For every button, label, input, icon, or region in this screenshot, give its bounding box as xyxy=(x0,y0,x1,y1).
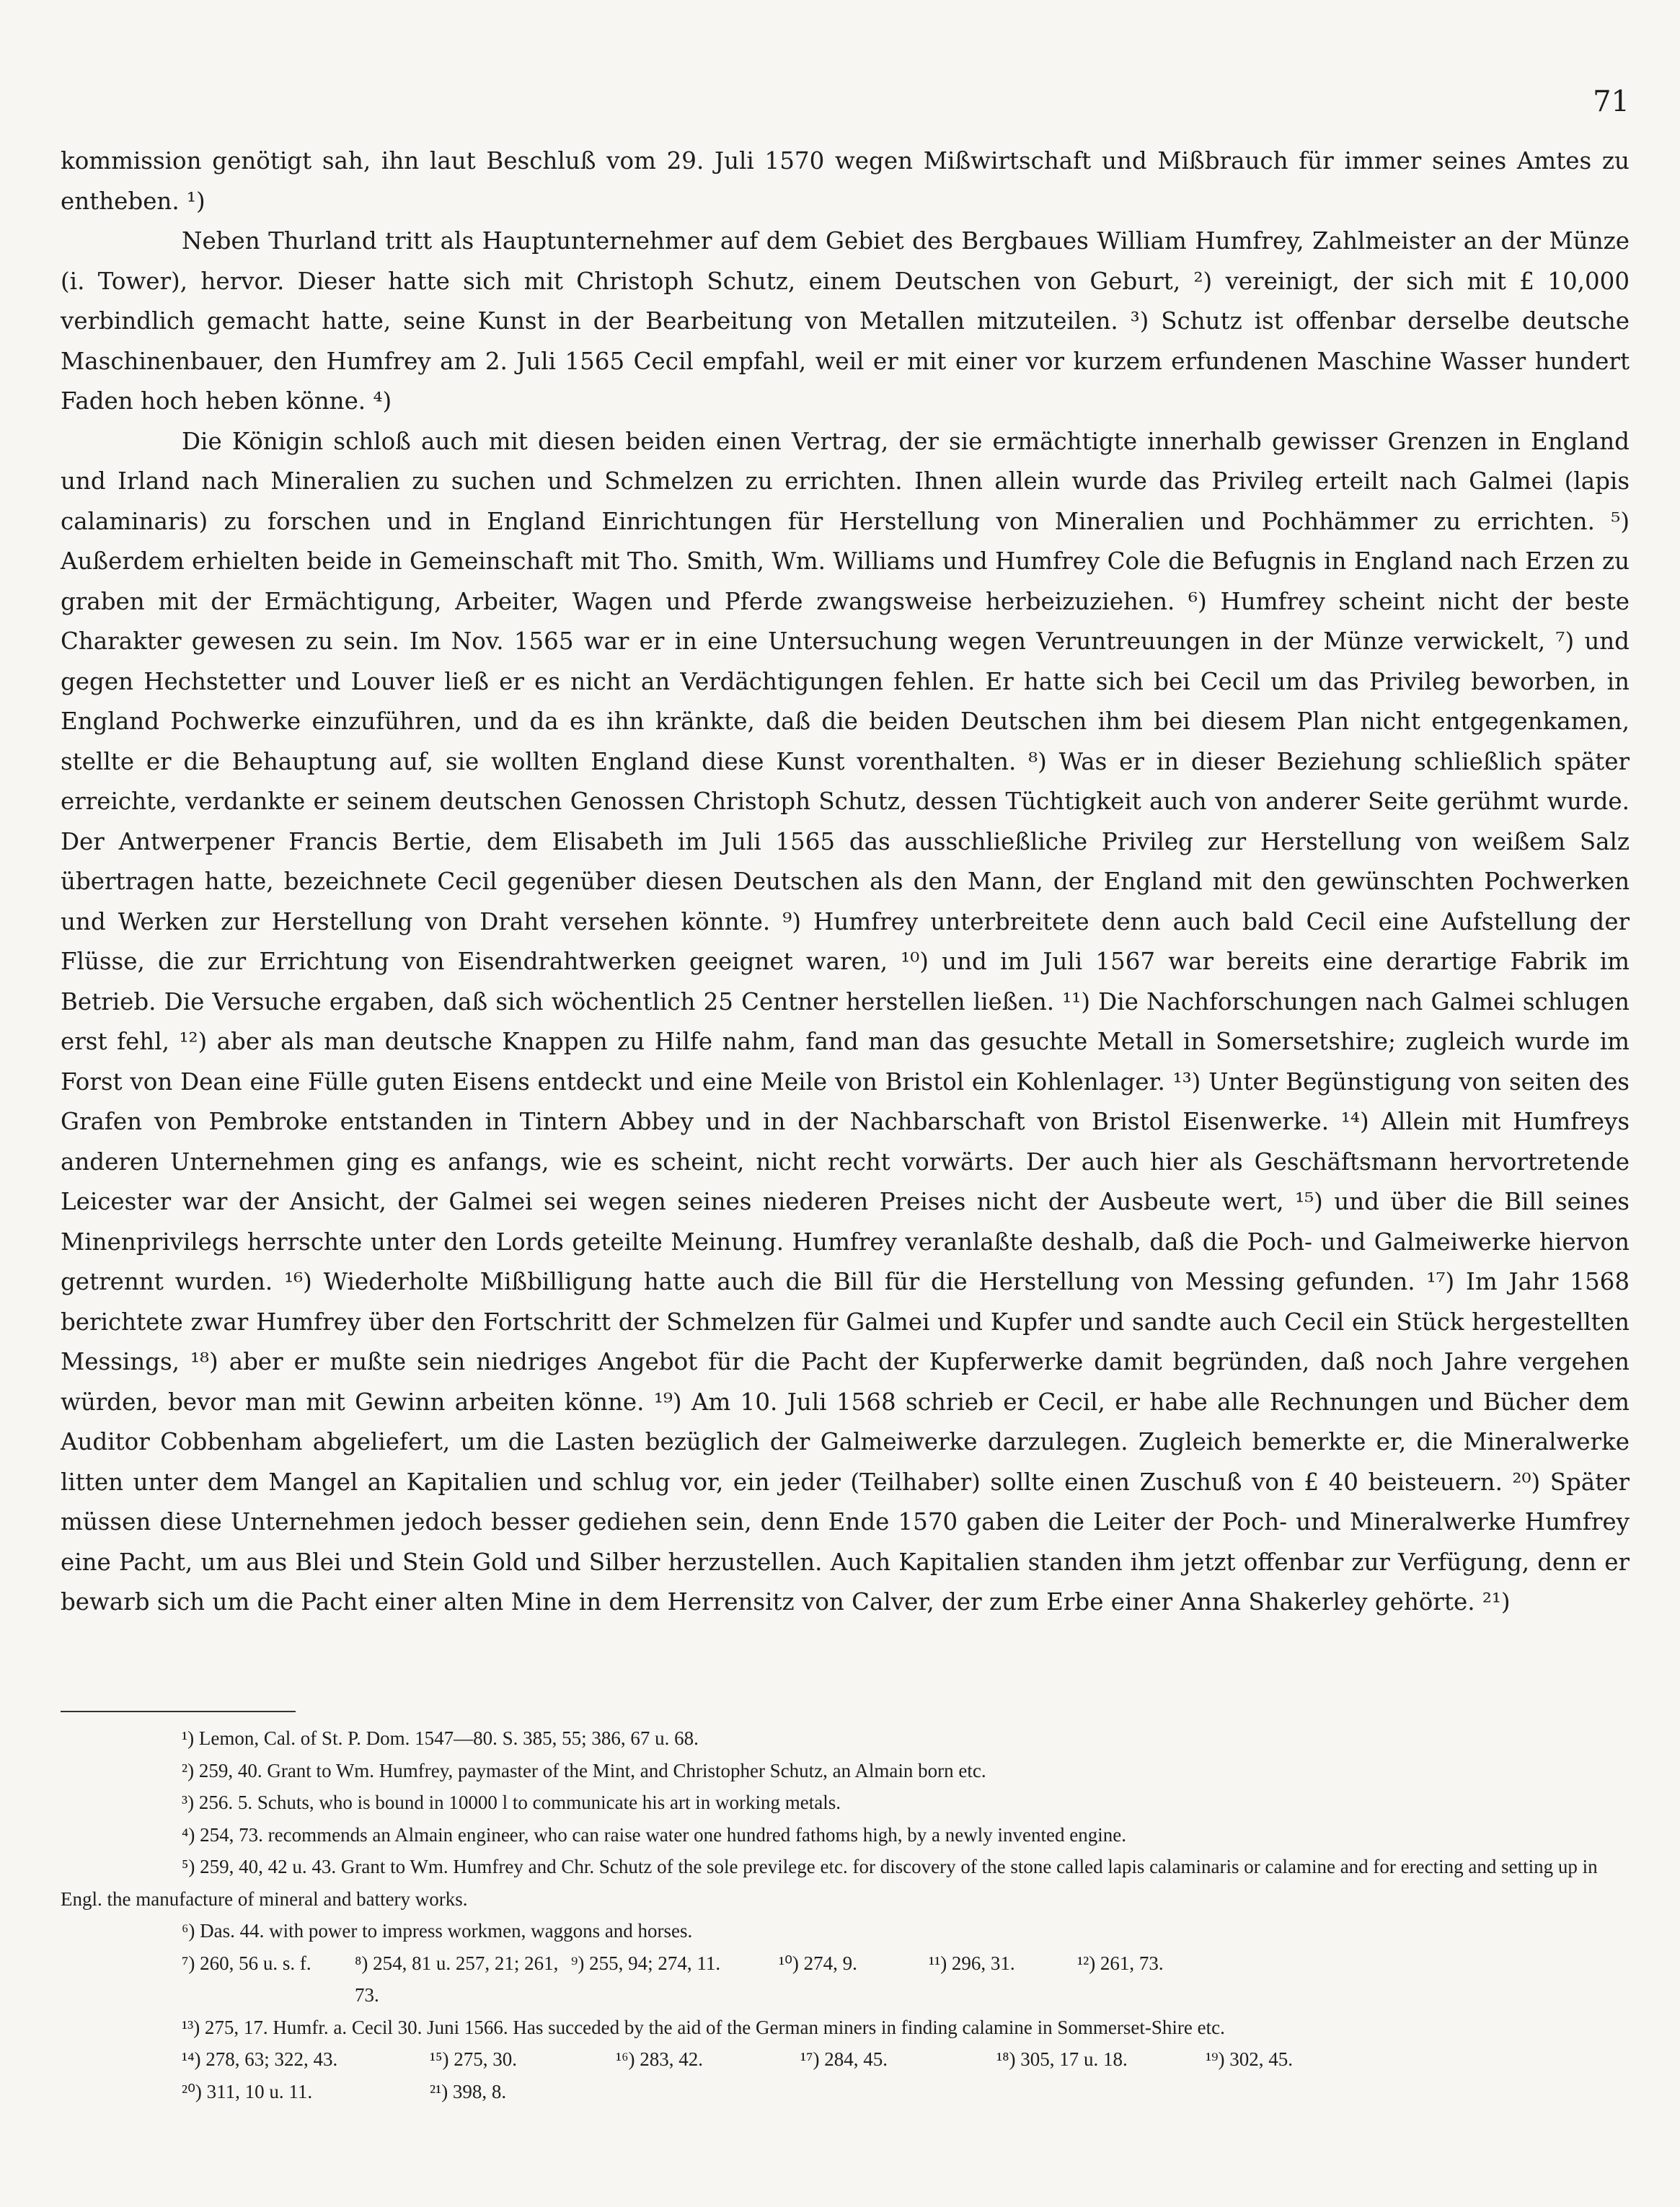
footnote-row-20-21 xyxy=(61,2076,1630,2108)
footnote-8: ⁸) 254, 81 u. 257, 21; 261, 73. xyxy=(355,1952,559,2006)
footnote-11: ¹¹) 296, 31. xyxy=(929,1952,1015,1974)
footnote-14: ¹⁴) 278, 63; 322, 43. xyxy=(182,2048,338,2070)
footnote-3: ³) 256. 5. Schuts, who is bound in 10000 l to communicate his art in working metals. xyxy=(182,1792,841,1813)
footnote-20: ²⁰) 311, 10 u. 11. xyxy=(182,2080,313,2102)
footnote-17: ¹⁷) 284, 45. xyxy=(800,2048,888,2070)
footnote-9: ⁹) 255, 94; 274, 11. xyxy=(571,1952,721,1974)
footnote-6: ⁶) Das. 44. with power to impress workmen, waggons and horses. xyxy=(182,1920,693,1942)
footnote-5: ⁵) 259, 40, 42 u. 43. Grant to Wm. Humfrey and Chr. Schutz of the sole previlege etc. for discovery of the stone called lapis calaminaris or calamine and for erecting and setting up in Engl. the manufacture of mineral and battery works. xyxy=(61,1856,1598,1910)
footnote-4: ⁴) 254, 73. recommends an Almain engineer, who can raise water one hundred fathoms high, by a newly invented engine. xyxy=(182,1823,1126,1846)
paragraph-koenigin: Die Königin schloß auch mit diesen beiden einen Vertrag, der sie ermächtigte innerhalb gewisser Grenzen in England und Irland nach Mineralien zu suchen und Schmelzen zu errichten. Ihnen allein wurde das Privileg erteilt nach Galmei (lapis calaminaris) zu forschen und in England Einrichtungen für Herstellung von Mineralien und Pochhämmer zu errichten. ⁵) Außerdem erhielten beide in Gemeinschaft mit Tho. Smith, Wm. Williams und Humfrey Cole die Befugnis in England nach Erzen zu graben mit der Ermächtigung, Arbeiter, Wagen und Pferde zwangsweise herbeizuziehen. ⁶) Humfrey scheint nicht der beste Charakter gewesen zu sein. Im Nov. 1565 war er in eine Untersuchung wegen Veruntreuungen in der Münze verwickelt, ⁷) und gegen Hechstetter und Louver ließ er es nicht an Verdächtigungen fehlen. Er hatte sich bei Cecil um das Privileg beworben, in England Pochwerke einzuführen, und da es ihn kränkte, daß die beiden Deutschen ihm bei diesem Plan nicht entgegenkamen, stellte er die Behauptung auf, sie wollten England diese Kunst vorenthalten. ⁸) Was er in dieser Beziehung schließlich später erreichte, verdankte er seinem deutschen Genossen Christoph Schutz, dessen Tüchtigkeit auch von anderer Seite gerühmt wurde. Der Antwerpener Francis Bertie, dem Elisabeth im Juli 1565 das ausschließliche Privileg zur Herstellung von weißem Salz übertragen hatte, bezeichnete Cecil gegenüber diesen Deutschen als den Mann, der England mit den gewünschten Pochwerken und Werken zur Herstellung von Draht versehen könnte. ⁹) Humfrey unterbreitete denn auch bald Cecil eine Aufstellung der Flüsse, die zur Errichtung von Eisendrahtwerken geeignet waren, ¹⁰) und im Juli 1567 war bereits eine derartige Fabrik im Betrieb. Die Versuche ergaben, daß sich wöchentlich 25 Centner herstellen ließen. ¹¹) Die Nachforschungen nach Galmei schlugen erst fehl, ¹²) aber als man deutsche Knappen zu Hilfe nahm, fand man das gesuchte Metall in Somersetshire; zugleich wurde im Forst von Dean eine Fülle guten Eisens entdeckt und eine Meile von Bristol ein Kohlenlager. ¹³) Unter Begünstigung von seiten des Grafen von Pembroke entstanden in Tintern Abbey und in der Nachbarschaft von Bristol Eisenwerke. ¹⁴) Allein mit Humfreys anderen Unternehmen ging es anfangs, wie es scheint, nicht recht vorwärts. Der auch hier als Geschäftsmann hervortretende Leicester war der Ansicht, der Galmei sei wegen seines niederen Preises nicht der Ausbeute wert, ¹⁵) und über die Bill seines Minenprivilegs herrschte unter den Lords geteilte Meinung. Humfrey veranlaßte deshalb, daß die Poch- und Galmeiwerke hiervon getrennt wurden. ¹⁶) Wiederholte Mißbilligung hatte auch die Bill für die Herstellung von Messing gefunden. ¹⁷) Im Jahr 1568 berichtete zwar Humfrey über den Fortschritt der Schmelzen für Galmei und Kupfer und sandte auch Cecil ein Stück hergestellten Messings, ¹⁸) aber er mußte sein niedriges Angebot für die Pacht der Kupferwerke damit begründen, daß noch Jahre vergehen würden, bevor man mit Gewinn arbeiten könne. ¹⁹) Am 10. Juli 1568 schrieb er Cecil, er habe alle Rechnungen und Bücher dem Auditor Cobbenham abgeliefert, um die Lasten bezüglich der Galmeiwerke darzulegen. Zugleich bemerkte er, die Mineralwerke litten unter dem Mangel an Kapitalien und schlug vor, ein jeder (Teilhaber) sollte einen Zuschuß von £ 40 beisteuern. ²⁰) Später müssen diese Unternehmen jedoch besser gediehen sein, denn Ende 1570 gaben die Leiter der Poch- und Mineralwerke Humfrey eine Pacht, um aus Blei und Stein Gold und Silber herzustellen. Auch Kapitalien standen ihm jetzt offenbar zur Verfügung, denn er bewarb sich um die Pacht einer alten Mine in dem Herrensitz von Calver, der zum Erbe einer Anna Shakerley gehörte. ²¹) xyxy=(61,427,1630,1616)
paragraph-humfrey: Neben Thurland tritt als Hauptunternehmer auf dem Gebiet des Bergbaues William Humfrey, Zahlmeister an der Münze (i. Tower), hervor. Dieser hatte sich mit Christoph Schutz, einem Deutschen von Geburt, ²) vereinigt, der sich mit £ 10,000 verbindlich gemacht hatte, seine Kunst in der Bearbeitung von Metallen mitzuteilen. ³) Schutz ist offenbar derselbe deutsche Maschinenbauer, den Humfrey am 2. Juli 1565 Cecil empfahl, weil er mit einer vor kurzem erfundenen Maschine Wasser hundert Faden hoch heben könne. ⁴) xyxy=(61,227,1630,415)
footnote-2: ²) 259, 40. Grant to Wm. Humfrey, paymaster of the Mint, and Christopher Schutz, an Almain born etc. xyxy=(182,1759,986,1781)
footnote-7: ⁷) 260, 56 u. s. f. xyxy=(182,1952,311,1974)
main-text xyxy=(61,141,1630,1623)
footnote-16: ¹⁶) 283, 42. xyxy=(616,2048,703,2070)
paragraph-continuation: kommission genötigt sah, ihn laut Beschluß vom 29. Juli 1570 wegen Mißwirtschaft und Mißbrauch für immer seines Amtes zu entheben. ¹) xyxy=(61,147,1630,215)
footnote-18: ¹⁸) 305, 17 u. 18. xyxy=(996,2048,1128,2070)
footnote-21: ²¹) 398, 8. xyxy=(430,2080,507,2102)
footnote-12: ¹²) 261, 73. xyxy=(1077,1952,1164,1974)
footnote-19: ¹⁹) 302, 45. xyxy=(1206,2048,1293,2070)
footnote-row-7-12 xyxy=(61,1947,1630,2012)
footnote-row-14-19 xyxy=(61,2043,1630,2076)
page-number: 71 xyxy=(1593,85,1630,118)
footnotes xyxy=(61,1722,1630,2107)
footnote-15: ¹⁵) 275, 30. xyxy=(430,2048,517,2070)
footnote-separator xyxy=(61,1711,296,1712)
footnote-10: ¹⁰) 274, 9. xyxy=(779,1952,857,1974)
footnote-13: ¹³) 275, 17. Humfr. a. Cecil 30. Juni 1566. Has succeded by the aid of the German miners in finding calamine in Sommerset-Shire etc. xyxy=(182,2016,1225,2038)
footnote-1: ¹) Lemon, Cal. of St. P. Dom. 1547—80. S. 385, 55; 386, 67 u. 68. xyxy=(182,1727,699,1749)
